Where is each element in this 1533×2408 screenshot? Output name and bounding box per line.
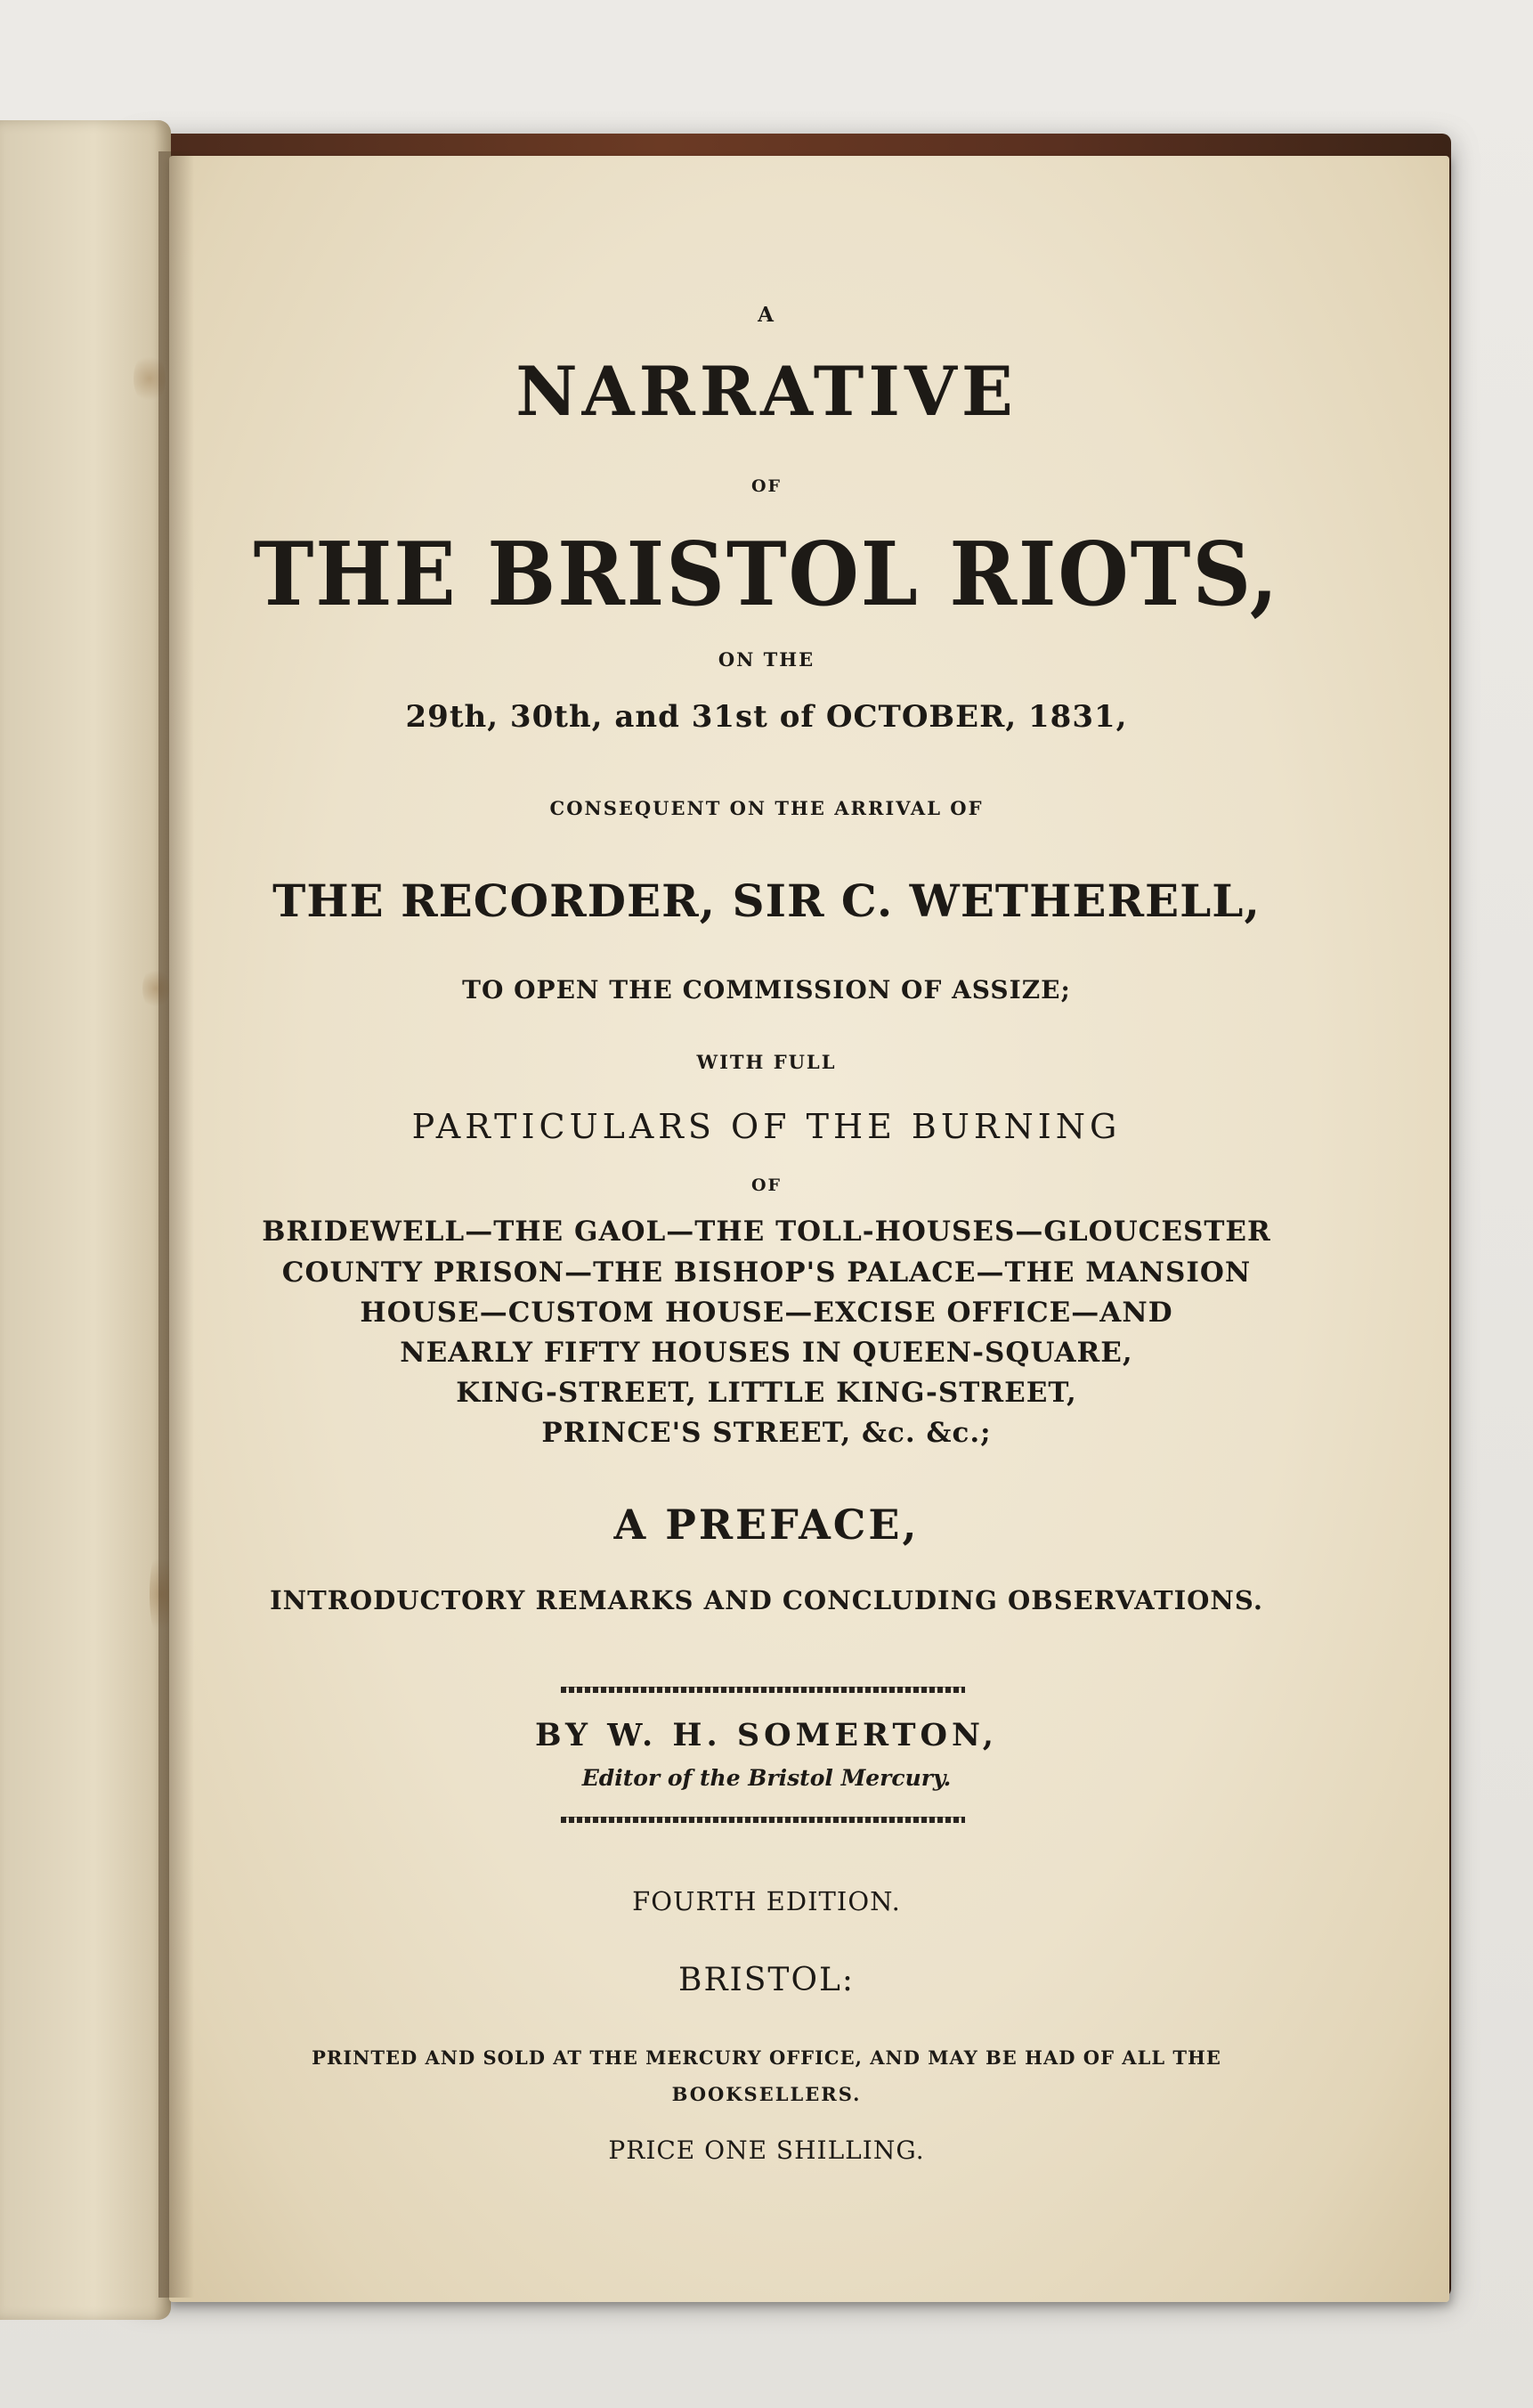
preface-heading: A PREFACE, (613, 1501, 920, 1549)
ornamental-rule (561, 1687, 965, 1693)
on-the-line: ON THE (718, 648, 815, 671)
imprint-city: BRISTOL: (677, 1962, 855, 1998)
commission-line: TO OPEN THE COMMISSION OF ASSIZE; (462, 975, 1071, 1005)
buildings-line: PRINCE'S STREET, &c. &c.; (541, 1417, 992, 1449)
buildings-line: COUNTY PRISON—THE BISHOP'S PALACE—THE MANSION (281, 1257, 1252, 1289)
buildings-line: BRIDEWELL—THE GAOL—THE TOLL-HOUSES—GLOUCESTER (262, 1216, 1271, 1248)
title-of: OF (750, 476, 783, 496)
imprint-line: PRINTED AND SOLD AT THE MERCURY OFFICE, AND MAY BE HAD OF ALL THE (312, 2046, 1221, 2069)
consequent-line: CONSEQUENT ON THE ARRIVAL OF (549, 797, 984, 819)
buildings-line: KING-STREET, LITTLE KING-STREET, (456, 1377, 1077, 1409)
price-line: PRICE ONE SHILLING. (608, 2135, 925, 2165)
main-title: NARRATIVE (515, 352, 1018, 431)
recorder-heading: THE RECORDER, SIR C. WETHERELL, (272, 875, 1261, 927)
with-full-line: WITH FULL (696, 1051, 837, 1073)
title-article: A (758, 303, 775, 327)
subject-heading: THE BRISTOL RIOTS, (253, 524, 1280, 626)
particulars-heading: PARTICULARS OF THE BURNING (411, 1107, 1122, 1146)
ornamental-rule (561, 1817, 965, 1823)
buildings-line: NEARLY FIFTY HOUSES IN QUEEN-SQUARE, (400, 1337, 1133, 1369)
author-role: Editor of the Bristol Mercury. (581, 1765, 952, 1791)
author-line: BY W. H. SOMERTON, (535, 1717, 998, 1753)
buildings-line: HOUSE—CUSTOM HOUSE—EXCISE OFFICE—AND (360, 1297, 1173, 1329)
of-line: OF (750, 1176, 783, 1195)
intro-line: INTRODUCTORY REMARKS AND CONCLUDING OBSERVATIONS. (270, 1585, 1263, 1615)
imprint-booksellers: BOOKSELLERS. (671, 2083, 862, 2105)
dates-line: 29th, 30th, and 31st of OCTOBER, 1831, (405, 699, 1128, 735)
edition-line: FOURTH EDITION. (632, 1886, 901, 1916)
